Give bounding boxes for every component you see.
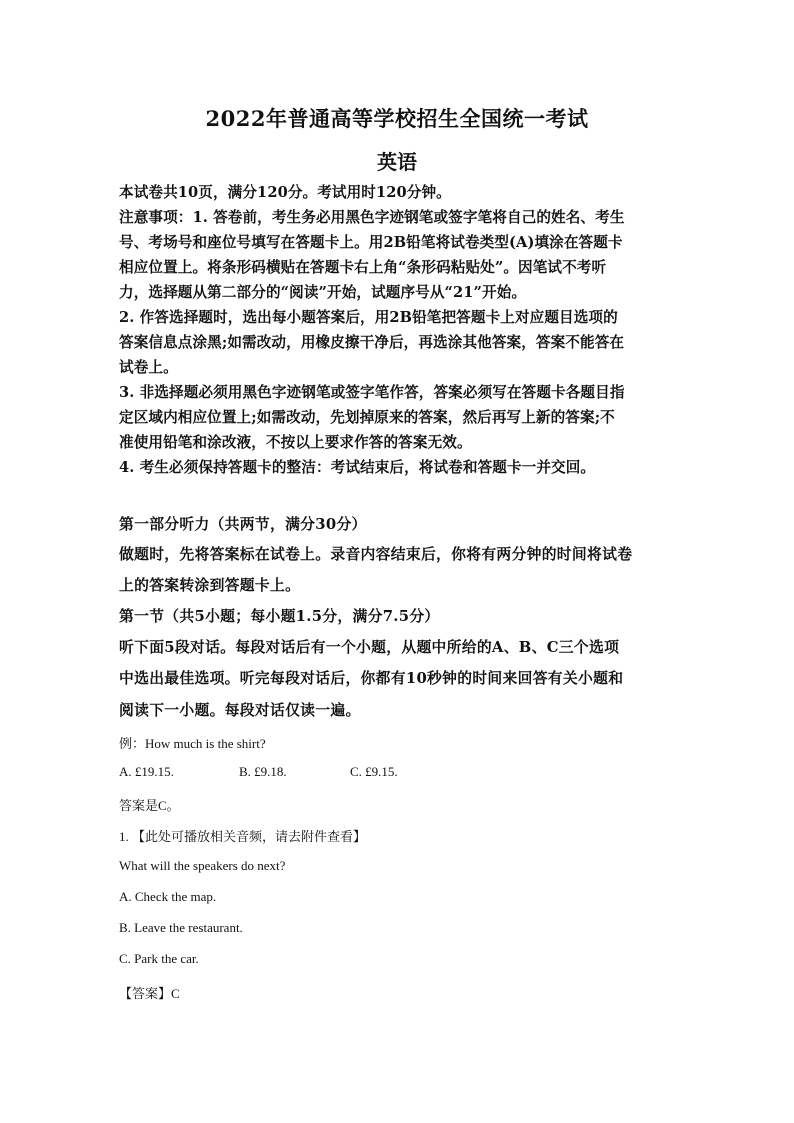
example-option-b: B. £9.18. [239,764,287,779]
section1-desc-line: 听下面5段对话。每段对话后有一个小题，从题中所给的A、B、C三个选项 [119,639,620,656]
part1-heading: 第一部分听力（共两节，满分30分） [119,516,367,533]
section1-desc-line: 中选出最佳选项。听完每段对话后，你都有10秒钟的时间来回答有关小题和 [119,670,624,687]
instruction-line: 4. 考生必须保持答题卡的整洁：考试结束后，将试卷和答题卡一并交回。 [119,459,596,476]
question-1-answer: 【答案】C [119,986,180,1001]
example-options [119,764,398,780]
question-1-text: What will the speakers do next? [119,858,286,873]
part1-desc-line: 做题时，先将答案标在试卷上。录音内容结束后，你将有两分钟的时间将试卷 [119,546,633,563]
instruction-line: 本试卷共10页，满分120分。考试用时120分钟。 [119,184,451,201]
example-option-a: A. £19.15. [119,764,174,779]
section1-heading: 第一节（共5小题；每小题1.5分，满分7.5分） [119,608,440,625]
question-1-option-c: C. Park the car. [119,951,199,966]
question-1-option-a: A. Check the map. [119,889,217,904]
instruction-line: 注意事项：1. 答卷前，考生务必用黑色字迹钢笔或签字笔将自己的姓名、考生 [119,209,625,226]
question-1-option-b: B. Leave the restaurant. [119,920,243,935]
instruction-line: 相应位置上。将条形码横贴在答题卡右上角“条形码粘贴处”。因笔试不考听 [119,259,607,276]
instruction-line: 答案信息点涂黑;如需改动，用橡皮擦干净后，再选涂其他答案，答案不能答在 [119,334,625,351]
instruction-line: 号、考场号和座位号填写在答题卡上。用2B铅笔将试卷类型(A)填涂在答题卡 [119,234,623,251]
exam-title: 2022年普通高等学校招生全国统一考试 [205,106,589,131]
example-option-c: C. £9.15. [350,764,398,779]
instruction-line: 定区域内相应位置上;如需改动，先划掉原来的答案，然后再写上新的答案;不 [119,409,615,426]
instruction-line: 2. 作答选择题时，选出每小题答案后，用2B铅笔把答题卡上对应题目选项的 [119,309,618,326]
instruction-line: 准使用铅笔和涂改液，不按以上要求作答的答案无效。 [119,434,472,451]
part1-desc-line: 上的答案转涂到答题卡上。 [119,577,301,594]
subject-title: 英语 [377,150,417,174]
example-answer: 答案是C。 [119,798,180,813]
instruction-line: 试卷上。 [119,359,178,376]
example-question: 例：How much is the shirt? [119,736,266,751]
instruction-line: 力，选择题从第二部分的“阅读”开始，试题序号从“21”开始。 [119,284,527,301]
section1-desc-line: 阅读下一小题。每段对话仅读一遍。 [119,702,361,719]
instruction-line: 3. 非选择题必须用黑色字迹钢笔或签字笔作答，答案必须写在答题卡各题目指 [119,384,625,401]
audio-note: 1. 【此处可播放相关音频，请去附件查看】 [119,829,367,844]
